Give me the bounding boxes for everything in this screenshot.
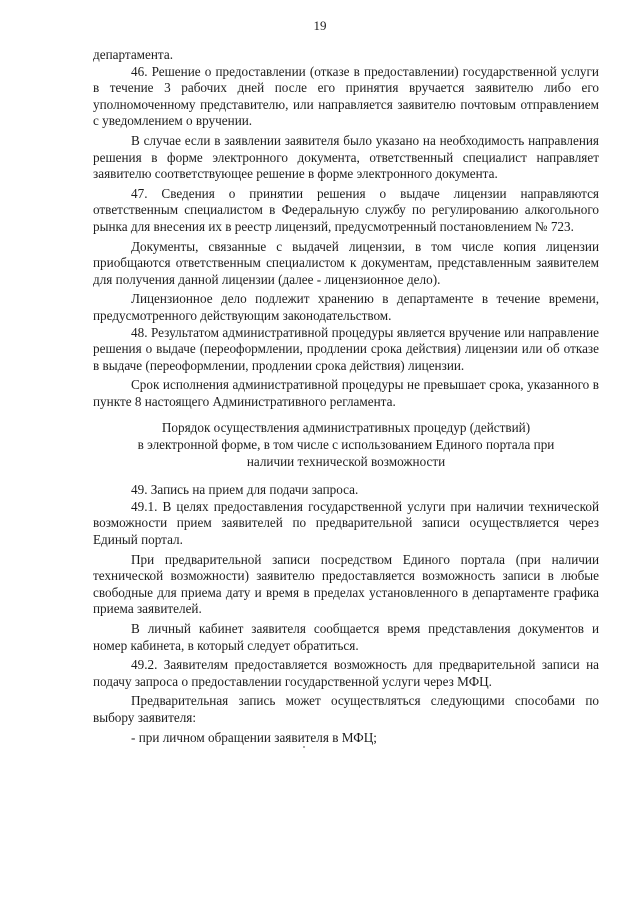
paragraph-47: 47. Сведения о принятии решения о выдаче лицензии направляются ответственным специалистом в Федеральную службу по регулированию алкогольного рынка для внесения их в реестр лицензий, предусмотренный постановлением № 723. [93,185,599,234]
paragraph: Предварительная запись может осуществляться следующими способами по выбору заявителя: [93,693,599,725]
document-body [93,47,599,746]
heading-line: наличии технической возможности [246,453,446,469]
paragraph-49-1: 49.1. В целях предоставления государственной услуги при наличии технической возможности прием заявителей по предварительной записи осуществляется через Единый портал. [93,498,599,548]
paragraph: Документы, связанные с выдачей лицензии, в том числе копия лицензии приобщаются ответственным специалистом к документам, представленным заявителем для получения данной лицензии (далее - лицензионное дело). [93,238,599,287]
page-number: 19 [313,18,327,33]
scan-speck [303,746,305,748]
heading-line: Порядок осуществления административных процедур (действий) [161,420,531,436]
heading-line: в электронной форме, в том числе с использованием Единого портала при [137,437,555,453]
paragraph: В случае если в заявлении заявителя было указано на необходимость направления решения в форме электронного документа, ответственный специалист направляет заявителю соответствующее решение в форме электронного документа. [93,132,599,182]
list-item: - при личном обращении заявителя в МФЦ; [131,729,377,745]
paragraph: Срок исполнения административной процедуры не превышает срока, указанного в пункте 8 настоящего Административного регламента. [93,377,599,409]
paragraph: В личный кабинет заявителя сообщается время представления документов и номер кабинета, в который следует обратиться. [93,621,599,653]
paragraph: При предварительной записи посредством Единого портала (при наличии технической возможности) заявителю предоставляется возможность записи в любые свободные для приема дату и время в пределах установленного в департаменте графика приема заявителей. [93,551,599,617]
paragraph-49: 49. Запись на прием для подачи запроса. [131,482,359,498]
paragraph: Лицензионное дело подлежит хранению в департаменте в течение времени, предусмотренного действующим законодательством. [93,291,599,323]
paragraph-49-2: 49.2. Заявителям предоставляется возможность для предварительной записи на подачу запроса о предоставлении государственной услуги через МФЦ. [93,657,599,689]
paragraph-46: 46. Решение о предоставлении (отказе в предоставлении) государственной услуги в течение 3 рабочих дней после его принятия вручается заявителю либо его уполномоченному представителю, или направляется заявителю почтовым отправлением с уведомлением о вручении. [93,63,599,129]
paragraph-48: 48. Результатом административной процедуры является вручение или направление решения о выдаче (переоформлении, продлении срока действия) лицензии или об отказе в выдаче (переоформлении, продлении срока действия) лицензии. [93,324,599,373]
paragraph: департамента. [93,47,174,62]
section-heading [93,420,599,470]
